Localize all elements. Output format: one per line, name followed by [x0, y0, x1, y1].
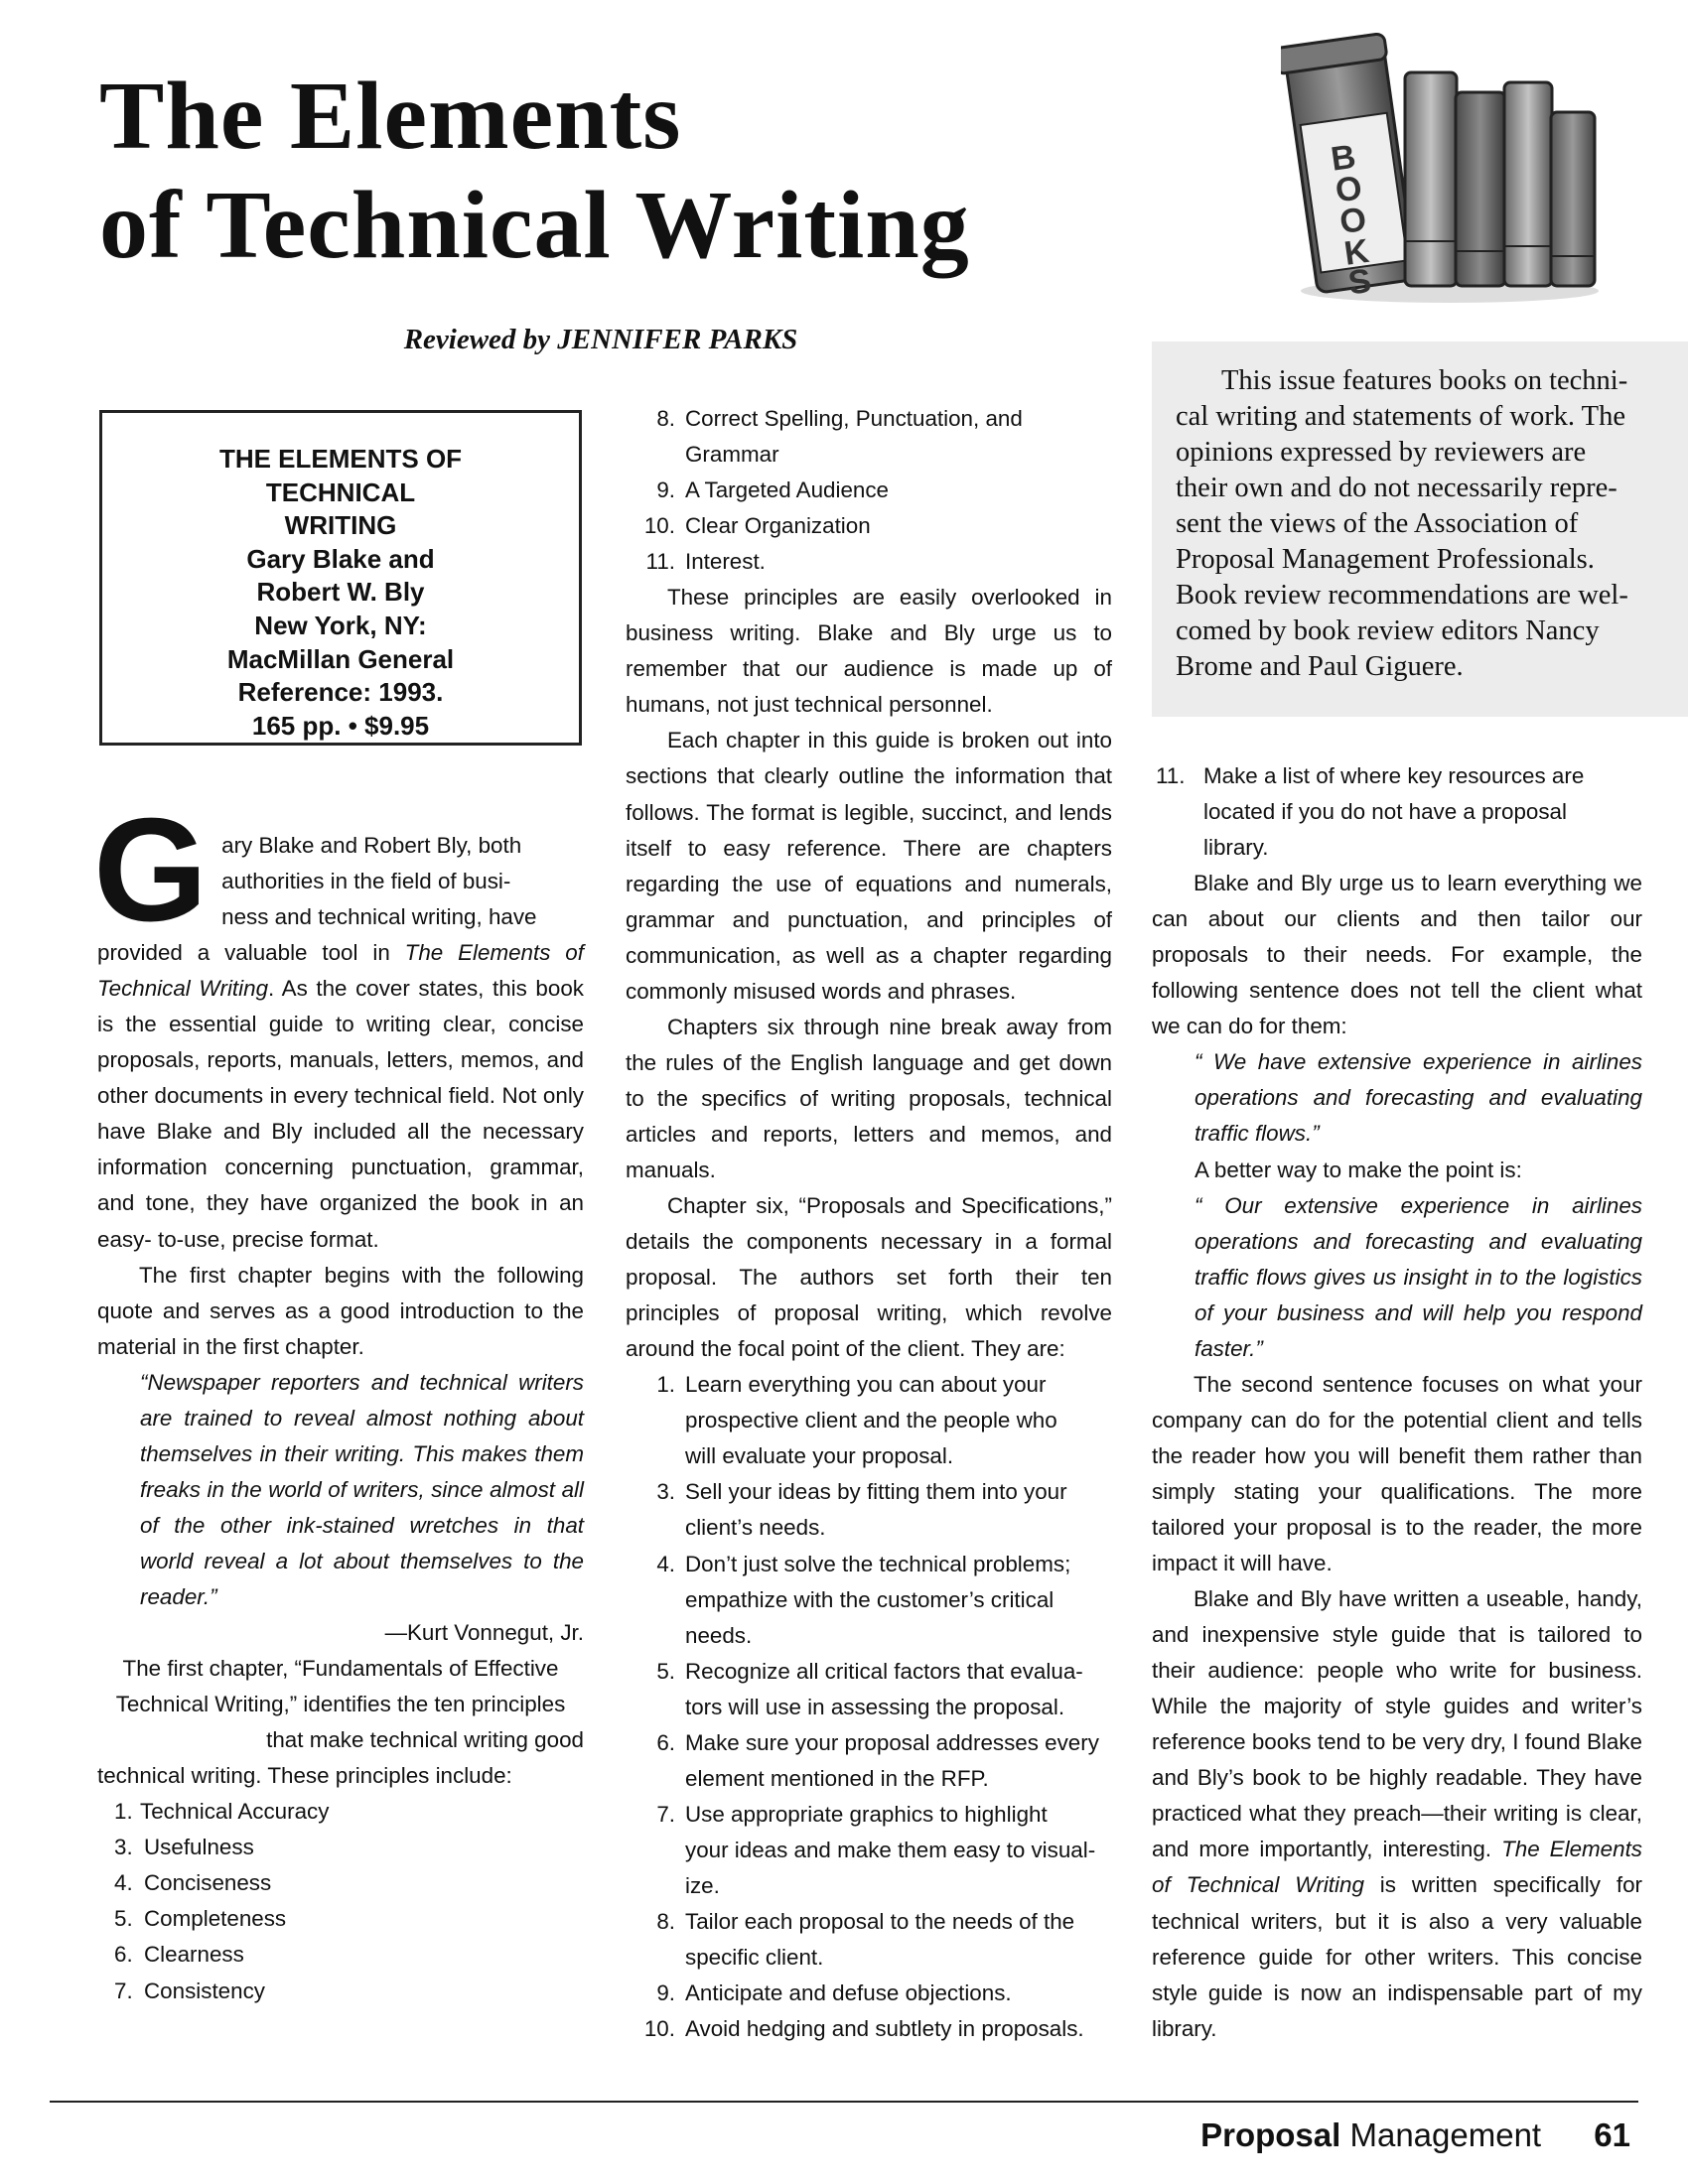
list-item: 4. Don’t just solve the technical problems; empathize with the customer’s critical needs.	[656, 1551, 1071, 1648]
article-title	[99, 62, 970, 280]
paragraph: Blake and Bly urge us to learn everything we can about our clients and then tailor our proposals to their needs. For example, the following sentence does not tell the client what we can do for them:	[1152, 871, 1642, 1039]
list-item: 10. Clear Organization	[643, 513, 871, 539]
list-item: 5. Completeness	[114, 1906, 287, 1932]
list-item: 7. Consistency	[114, 1978, 265, 2003]
intro-line: ness and technical writing, have	[221, 904, 537, 930]
info-line: New York, NY:	[254, 610, 427, 640]
intro-line: ary Blake and Robert Bly, both	[221, 833, 522, 858]
paragraph: Each chapter in this guide is broken out into sections that clearly outline the information that follows. The format is legible, succinct, and lends itself to easy reference. There are chapters regarding the use of equations and numerals, grammar and punctuation, and principles of communication, as well as a chapter regarding commonly misused words and phrases.	[626, 728, 1112, 1004]
publication-name-bold: Proposal	[1200, 2116, 1341, 2153]
page-number: 61	[1594, 2116, 1630, 2153]
sidebar-line: their own and do not necessarily repre-	[1176, 473, 1618, 503]
quote-attribution: —Kurt Vonnegut, Jr.	[384, 1620, 584, 1646]
info-line: MacMillan General	[226, 643, 455, 674]
list-item: 4. Conciseness	[114, 1870, 272, 1896]
list-item: 8. Correct Spelling, Punctuation, and Grammar	[656, 406, 1023, 468]
title-line-2: of Technical Writing	[99, 172, 970, 279]
vonnegut-quote: “Newspaper reporters and technical writers are trained to reveal almost nothing about themselves in their writing. This makes them freaks in the world of writers, since almost all of the other ink-stained wretches in that world reveal a lot about themselves to the reader.”	[140, 1369, 584, 1609]
info-line: Gary Blake and	[246, 543, 435, 574]
principles-list	[97, 1794, 584, 2008]
column-3	[1152, 758, 1642, 2047]
svg-text:O: O	[1333, 169, 1365, 210]
paragraph-line: Technical Writing,” identifies the ten principles	[115, 1692, 566, 1717]
list-item: 11. Make a list of where key resources are located if you do not have a proposal library.	[1156, 763, 1585, 861]
list-item: 6. Make sure your proposal addresses every element mentioned in the RFP.	[656, 1729, 1099, 1791]
list-item: 10. Avoid hedging and subtlety in proposals.	[643, 2016, 1084, 2042]
books-logo-text: B	[1329, 137, 1358, 179]
info-line: 165 pp. • $9.95	[251, 710, 430, 741]
list-item: 11. Interest.	[645, 549, 766, 575]
proposal-principles-list	[626, 1367, 1112, 2047]
book-info-box	[99, 410, 582, 746]
sidebar-line: This issue features books on techni-	[1221, 365, 1628, 396]
list-item: 3. Sell your ideas by fitting them into your client’s needs.	[656, 1479, 1067, 1541]
intro-text: . As the cover states, this book is the essential guide to writing clear, concise proposals, reports, manuals, letters, memos, and other documents in every technical field. Not only have Blake and Bly included all the necessary information concerning punctuation, grammar, and tone, they have organized the book in an easy- to-use, precise format.	[97, 976, 584, 1252]
info-line: WRITING	[284, 510, 397, 541]
svg-text:K: K	[1341, 231, 1372, 273]
intro-paragraph	[93, 788, 584, 1258]
list-item: 6. Clearness	[114, 1942, 244, 1968]
paragraph: The second sentence focuses on what your company can do for the potential client and tells the reader how you will benefit them rather than simply stating your qualifications. The more tailored your proposal is to the reader, the more impact it will have.	[1152, 1371, 1642, 1576]
intro-text: provided a valuable tool in	[97, 940, 405, 966]
sidebar-line: Book review recommendations are wel-	[1176, 580, 1628, 611]
info-line: Robert W. Bly	[256, 577, 425, 608]
paragraph-line: that make technical writing good	[266, 1727, 584, 1753]
drop-cap: G	[93, 788, 209, 952]
paragraph-line: technical writing. These principles include:	[97, 1763, 512, 1789]
paragraph: These principles are easily overlooked in business writing. Blake and Bly urge us to remember that our audience is made up of humans, not just technical personnel.	[626, 585, 1112, 718]
info-line: TECHNICAL	[265, 477, 416, 507]
sidebar-line: opinions expressed by reviewers are	[1176, 437, 1587, 468]
title-line-1: The Elements	[99, 63, 682, 170]
paragraph: Blake and Bly have written a useable, handy, and inexpensive style guide that is tailored to their audience: people who write for business. While the majority of style guides and writer’s reference books tend to be very dry, I found Blake and Bly’s book to be highly readable. They have practiced what they preach—their writing is clear, and more importantly, interesting. The Elements of Technical Writing is written specifically for technical writers, but it is also a very valuable reference guide for other writers. This concise style guide is now an indispensable part of my library.	[1152, 1586, 1643, 2041]
footer-rule	[50, 2101, 1638, 2103]
editor-note-sidebar	[1152, 341, 1688, 717]
sidebar-line: Proposal Management Professionals.	[1176, 544, 1595, 575]
sidebar-line: cal writing and statements of work. The	[1176, 401, 1625, 432]
list-item: 9. A Targeted Audience	[656, 478, 890, 503]
paragraph-line: The first chapter, “Fundamentals of Effective	[122, 1656, 559, 1682]
sidebar-line: comed by book review editors Nancy	[1176, 615, 1600, 646]
list-item: 3. Usefulness	[114, 1835, 254, 1860]
book-title-ref: The Elements of Technical Writing	[97, 940, 584, 1002]
page-footer	[1200, 2116, 1630, 2154]
list-item: 1. Technical Accuracy	[114, 1799, 330, 1825]
info-line: Reference: 1993.	[237, 677, 444, 708]
list-item: 9. Anticipate and defuse objections.	[656, 1980, 1012, 2006]
list-item: 1. Learn everything you can about your prospective client and the people who will evaluate your proposal.	[656, 1372, 1057, 1469]
paragraph: The first chapter begins with the following quote and serves as a good introduction to the material in the first chapter.	[97, 1262, 584, 1359]
principles-list-continued	[626, 401, 1112, 580]
books-icon	[1281, 18, 1609, 306]
example-quote-1: “ We have extensive experience in airlines operations and forecasting and evaluating traffic flows.”	[1195, 1049, 1642, 1147]
sidebar-line: sent the views of the Association of	[1176, 508, 1579, 539]
intro-line: authorities in the field of busi-	[221, 869, 511, 894]
column-2	[626, 401, 1112, 2047]
sidebar-line: Brome and Paul Giguere.	[1176, 651, 1464, 682]
book-title-ref: The Elements of Technical Writing	[1152, 1837, 1643, 1898]
paragraph: Chapters six through nine break away from the rules of the English language and get down to the specifics of writing proposals, technical articles and reports, letters and memos, and manuals.	[626, 1014, 1112, 1182]
example-quote-2: “ Our extensive experience in airlines operations and forecasting and evaluating traffic flows gives us insight in to the logistics of your business and will help you respond faster.”	[1195, 1192, 1642, 1361]
list-item: 5. Recognize all critical factors that evalua- tors will use in assessing the proposal.	[656, 1658, 1083, 1719]
svg-text:S: S	[1345, 261, 1374, 303]
paragraph: A better way to make the point is:	[1195, 1157, 1522, 1182]
paragraph: Chapter six, “Proposals and Specifications,” details the components necessary in a formal proposal. The authors set forth their ten principles of proposal writing, which revolve around the focal point of the client. They are:	[626, 1193, 1112, 1362]
reviewer-byline: Reviewed by JENNIFER PARKS	[403, 324, 798, 355]
info-line: THE ELEMENTS OF	[218, 444, 463, 474]
svg-text:O: O	[1337, 200, 1369, 242]
list-item: 7. Use appropriate graphics to highlight your ideas and make them easy to visual- ize.	[656, 1801, 1096, 1898]
list-item: 8. Tailor each proposal to the needs of the specific client.	[656, 1908, 1075, 1971]
column-1	[93, 788, 584, 2009]
publication-name: Management	[1349, 2116, 1542, 2153]
